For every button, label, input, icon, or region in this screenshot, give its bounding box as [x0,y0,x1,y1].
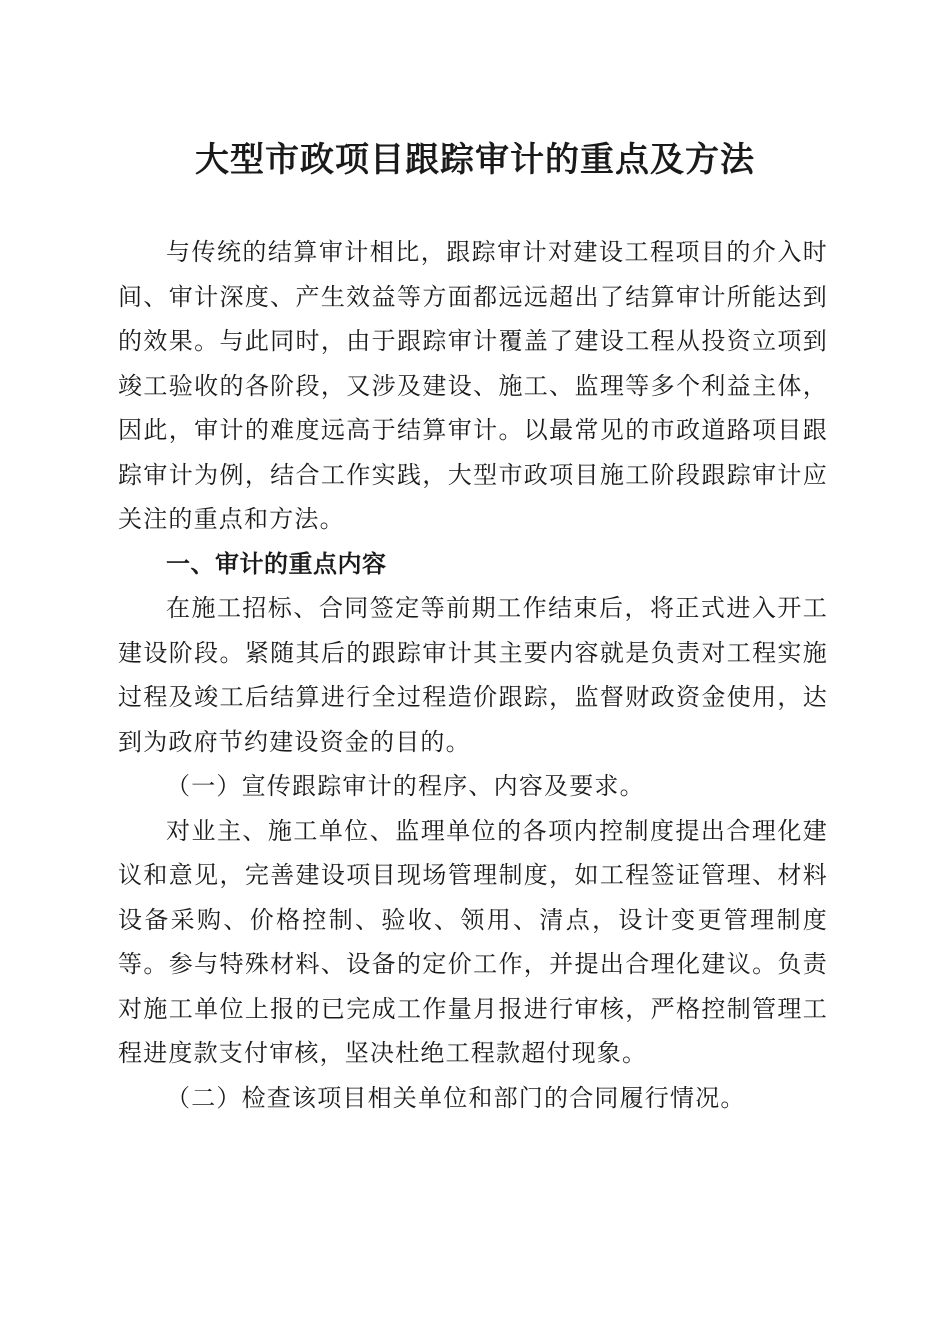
section-heading: 一、审计的重点内容 [166,549,387,578]
section-paragraph: 在施工招标、合同签定等前期工作结束后，将正式进入开工建设阶段。紧随其后的跟踪审计其主要内容就是负责对工程实施过程及竣工后结算进行全过程造价跟踪，监督财政资金使用，达到为政府节约建设资金的目的。 [118,594,828,756]
subsection-paragraph: 对业主、施工单位、监理单位的各项内控制度提出合理化建议和意见，完善建设项目现场管理制度，如工程签证管理、材料设备采购、价格控制、验收、领用、清点，设计变更管理制度等。参与特殊材料、设备的定价工作，并提出合理化建议。负责对施工单位上报的已完成工作量月报进行审核，严格控制管理工程进度款支付审核，坚决杜绝工程款超付现象。 [118,816,828,1067]
subsection-heading-2: （二）检查该项目相关单位和部门的合同履行情况。 [166,1083,746,1112]
document-body [118,230,828,1120]
subsection-heading-1: （一）宣传跟踪审计的程序、内容及要求。 [166,772,645,800]
intro-paragraph: 与传统的结算审计相比，跟踪审计对建设工程项目的介入时间、审计深度、产生效益等方面都远远超出了结算审计所能达到的效果。与此同时，由于跟踪审计覆盖了建设工程从投资立项到竣工验收的各阶段，又涉及建设、施工、监理等多个利益主体，因此，审计的难度远高于结算审计。以最常见的市政道路项目跟踪审计为例，结合工作实践，大型市政项目施工阶段跟踪审计应关注的重点和方法。 [118,238,828,533]
document-title: 大型市政项目跟踪审计的重点及方法 [195,140,755,180]
